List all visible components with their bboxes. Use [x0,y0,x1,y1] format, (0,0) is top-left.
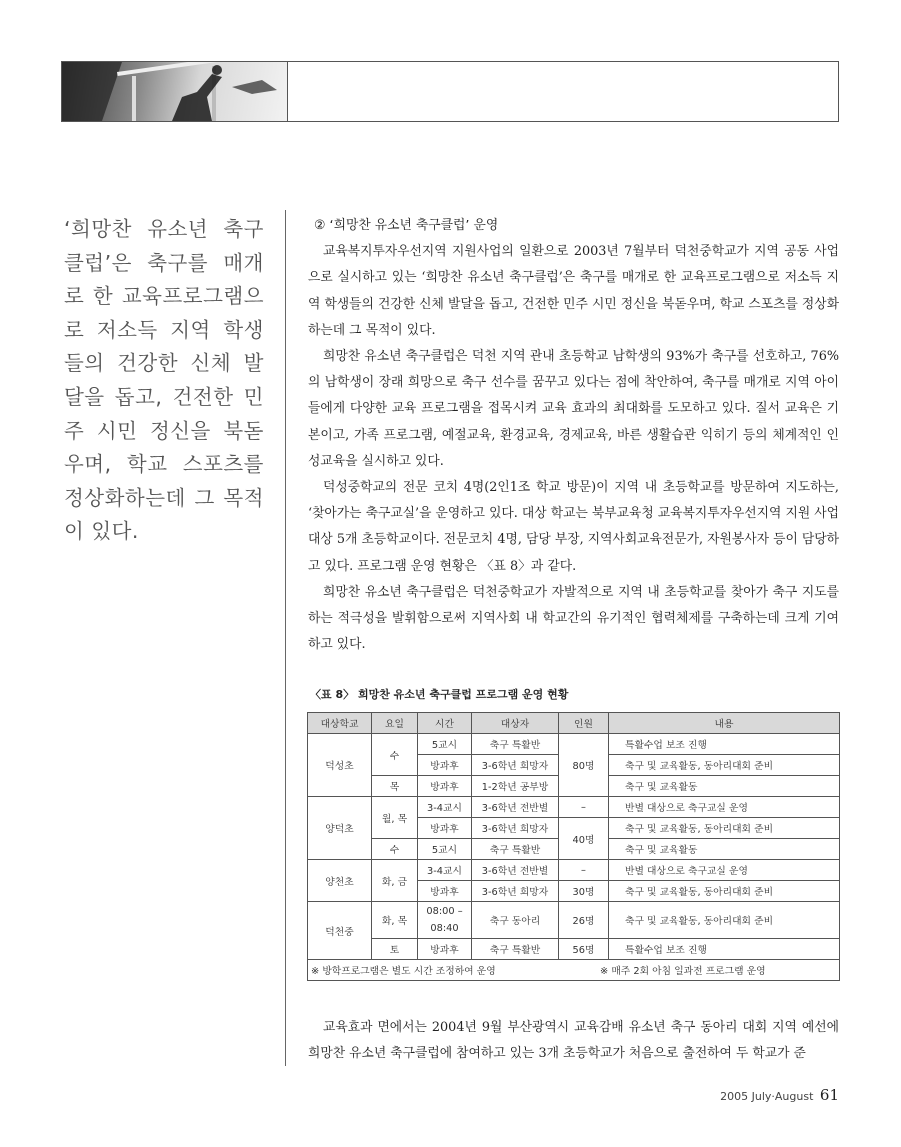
closing-paragraph: 교육효과 면에서는 2004년 9월 부산광역시 교육감배 유소년 축구 동아리 대회 지역 예선에 희망찬 유소년 축구클럽에 참여하고 있는 3개 초등학교가 처음으로 출전하여 두 학교가 준 [308,1020,839,1062]
pull-quote: ‘희망찬 유소년 축구클럽’은 축구를 매개로 한 교육프로그램으로 저소득 지역 학생들의 건강한 신체 발달을 돕고, 건전한 민주 시민 정신을 북돋우며, 학교 스포츠를 정상화하는데 그 목적이 있다. [64,217,264,544]
table-header-row [308,713,840,734]
target-cell: 3-6학년 전반별 [472,860,559,881]
table-title: 〈표 8〉 희망찬 유소년 축구클럽 프로그램 운영 현황 [310,688,569,701]
table-note [308,960,840,981]
table-row [308,939,840,960]
header-cell: 대상자 [472,713,559,734]
banner-blank-area [288,62,838,121]
count-cell: – [559,797,609,818]
day-cell: 토 [372,939,418,960]
day-cell: 화, 금 [372,860,418,902]
time-cell: 방과후 [418,755,472,776]
day-cell: 월, 목 [372,797,418,839]
time-cell: 방과후 [418,818,472,839]
day-cell: 화, 목 [372,902,418,939]
time-cell: 5교시 [418,734,472,755]
note-left: ※ 방학프로그램은 별도 시간 조정하여 운영 [311,966,496,977]
content-cell: 축구 및 교육활동, 동아리대회 준비 [609,818,840,839]
day-cell: 목 [372,776,418,797]
column-divider [285,210,286,1066]
paragraph-2: 희망찬 유소년 축구클럽은 덕천 지역 관내 초등학교 남학생의 93%가 축구를 선호하고, 76%의 남학생이 장래 희망으로 축구 선수를 꿈꾸고 있다는 점에 착안하여, 축구를 매개로 지역 아이들에게 다양한 교육 프로그램을 접목시켜 교육 효과의 최대화를 도모하고 있다. 질서 교육은 기본이고, 가족 프로그램, 예절교육, 환경교육, 경제교육, 바른 생활습관 익히기 등의 체계적인 인성교육을 실시하고 있다. [308,349,839,469]
time-cell: 3-4교시 [418,860,472,881]
school-cell: 덕성초 [308,734,372,797]
table-row [308,860,840,881]
issue-label: 2005 July·August [720,1090,814,1103]
content-cell: 반별 대상으로 축구교실 운영 [609,860,840,881]
header-cell: 대상학교 [308,713,372,734]
target-cell: 1-2학년 공부방 [472,776,559,797]
target-cell: 3-6학년 희망자 [472,818,559,839]
target-cell: 3-6학년 전반별 [472,797,559,818]
target-cell: 3-6학년 희망자 [472,755,559,776]
header-cell: 내용 [609,713,840,734]
banner-hurdle-image [62,62,288,121]
time-cell: 5교시 [418,839,472,860]
target-cell: 축구 특활반 [472,734,559,755]
count-cell: 56명 [559,939,609,960]
count-cell: – [559,860,609,881]
day-cell: 수 [372,734,418,776]
time-cell: 3-4교시 [418,797,472,818]
table-row [308,797,840,818]
time-end: 08:40 [430,923,459,934]
time-cell: 방과후 [418,776,472,797]
content-cell: 반별 대상으로 축구교실 운영 [609,797,840,818]
time-cell: 방과후 [418,881,472,902]
table-row [308,734,840,755]
count-cell: 30명 [559,881,609,902]
page-footer [720,1086,839,1104]
target-cell: 3-6학년 희망자 [472,881,559,902]
target-cell: 축구 동아리 [472,902,559,939]
content-cell: 특활수업 보조 진행 [609,734,840,755]
paragraph-3: 덕성중학교의 전문 코치 4명(2인1조 학교 방문)이 지역 내 초등학교를 방문하여 지도하는, ‘찾아가는 축구교실’을 운영하고 있다. 대상 학교는 북부교육청 교육복지투자우선지역 지원 사업 대상 5개 초등학교이다. 전문코치 4명, 담당 부장, 지역사회교육전문가, 자원봉사자 등이 담당하고 있다. 프로그램 운영 현황은 〈표 8〉과 같다. [308,480,839,574]
paragraph-1: 교육복지투자우선지역 지원사업의 일환으로 2003년 7월부터 덕천중학교가 지역 공동 사업으로 실시하고 있는 ‘희망찬 유소년 축구클럽’은 축구를 매개로 한 교육프로그램으로 저소득 지역 학생들의 건강한 신체 발달을 돕고, 건전한 민주 시민 정신을 북돋우며, 학교 스포츠를 정상화하는데 그 목적이 있다. [308,244,839,338]
page-number: 61 [819,1086,839,1104]
note-right: ※ 매주 2회 아침 일과전 프로그램 운영 [600,966,766,977]
school-cell: 덕천중 [308,902,372,960]
header-cell: 시간 [418,713,472,734]
content-cell: 특활수업 보조 진행 [609,939,840,960]
header-banner [61,61,839,122]
school-cell: 양덕초 [308,797,372,860]
table-row [308,902,840,939]
paragraph-4: 희망찬 유소년 축구클럽은 덕천중학교가 자발적으로 지역 내 초등학교를 찾아가 축구 지도를 하는 적극성을 발휘함으로써 지역사회 내 학교간의 유기적인 협력체제를 구축하는데 크게 기여하고 있다. [308,584,839,653]
target-cell: 축구 특활반 [472,839,559,860]
header-cell: 요일 [372,713,418,734]
program-table [307,712,840,981]
time-cell [418,902,472,939]
time-start: 08:00 – [426,906,463,917]
section-heading: ② ‘희망찬 유소년 축구클럽’ 운영 [314,218,499,233]
content-cell: 축구 및 교육활동 [609,776,840,797]
content-cell: 축구 및 교육활동, 동아리대회 준비 [609,755,840,776]
table-note-row [308,960,840,981]
school-cell: 양천초 [308,860,372,902]
count-cell: 80명 [559,734,609,797]
count-cell: 40명 [559,818,609,860]
header-cell: 인원 [559,713,609,734]
content-cell: 축구 및 교육활동, 동아리대회 준비 [609,881,840,902]
content-cell: 축구 및 교육활동 [609,839,840,860]
article-body [308,213,839,658]
target-cell: 축구 특활반 [472,939,559,960]
day-cell: 수 [372,839,418,860]
time-cell: 방과후 [418,939,472,960]
count-cell: 26명 [559,902,609,939]
content-cell: 축구 및 교육활동, 동아리대회 준비 [609,902,840,939]
